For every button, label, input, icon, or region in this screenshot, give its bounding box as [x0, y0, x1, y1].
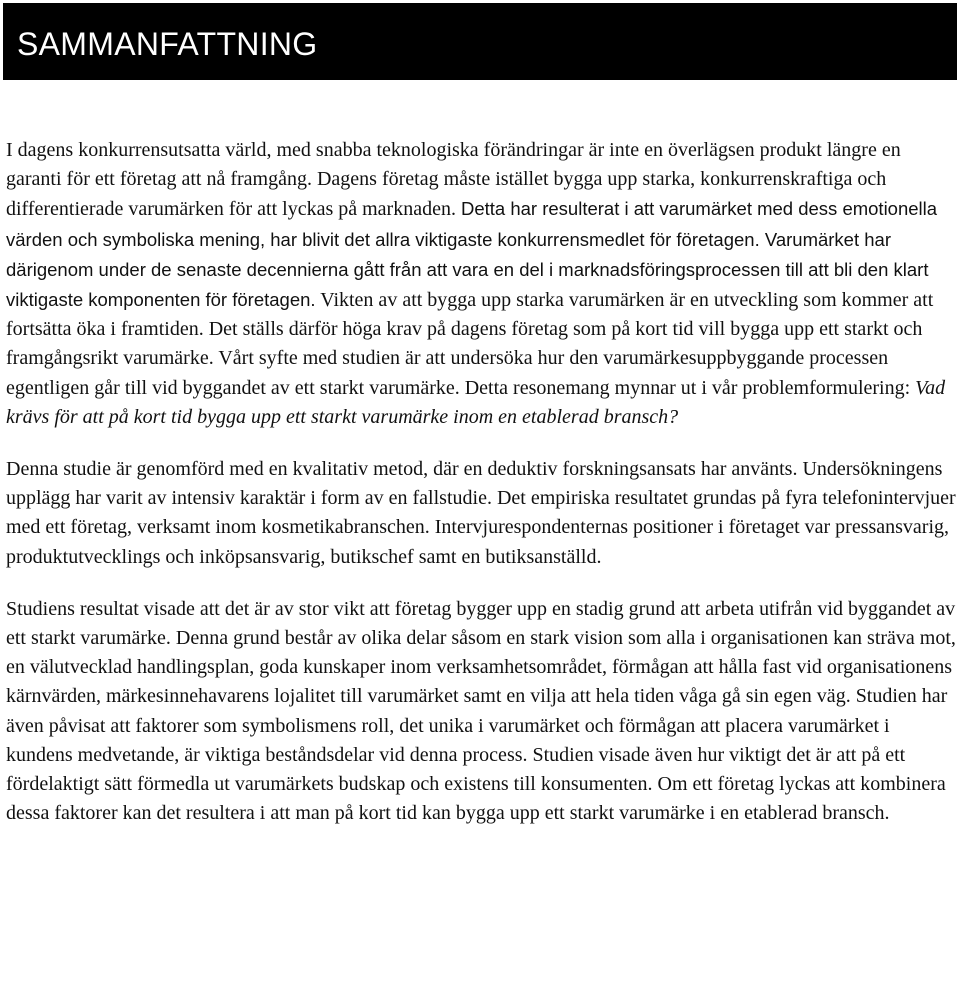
intro-text-sans: Detta har resulterat i att varumärket med dess emotionella värden och symboliska mening, har blivit det allra viktigaste konkurrensmedlet för företagen. Varumärket har därigenom under de senaste decennierna gått från att vara en del i marknadsföringsprocessen till att bli den klart viktigaste komponenten för företagen.: [6, 198, 938, 311]
intro-text-serif: I dagens konkurrensutsatta värld, med snabba teknologiska förändringar är inte en överlägsen produkt längre en garanti för ett företag att nå framgång. Dagens företag måste istället bygga upp starka, konkurrenskraftiga och differentierade varumärken för att lyckas på marknaden.: [6, 139, 901, 221]
page-title: SAMMANFATTNING: [17, 26, 318, 62]
research-question: Vad krävs för att på kort tid bygga upp ett starkt varumärke inom en etablerad bransch?: [6, 376, 946, 428]
document-body: [6, 136, 956, 828]
title-bar: [3, 3, 957, 80]
intro-text-serif-end: Vikten av att bygga upp starka varumärken är en utveckling som kommer att fortsätta öka i framtiden. Det ställs därför höga krav på dagens företag som på kort tid vill bygga upp ett starkt och framgångsrikt varumärke. Vårt syfte med studien är att undersöka hur den varumärkesuppbyggande processen egentligen går till vid byggandet av ett starkt varumärke. Detta resonemang mynnar ut i vår problemformulering:: [6, 289, 934, 399]
paragraph-results: Studiens resultat visade att det är av stor vikt att företag bygger upp en stadig grund att arbeta utifrån vid byggandet av ett starkt varumärke. Denna grund består av olika delar såsom en stark vision som alla i organisationen kan sträva mot, en välutvecklad handlingsplan, goda kunskaper inom verksamhetsområdet, förmågan att hålla fast vid organisationens kärnvärden, märkesinnehavarens lojalitet till varumärket samt en vilja att hela tiden våga gå sin egen väg. Studien har även påvisat att faktorer som symbolismens roll, det unika i varumärket och förmågan att placera varumärket i kundens medvetande, är viktiga beståndsdelar vid denna process. Studien visade även hur viktigt det är att på ett fördelaktigt sätt förmedla ut varumärkets budskap och existens till konsumenten. Om ett företag lyckas att kombinera dessa faktorer kan det resultera i att man på kort tid kan bygga upp ett starkt varumärke i en etablerad bransch.: [6, 597, 956, 825]
paragraph-method: Denna studie är genomförd med en kvalitativ metod, där en deduktiv forskningsansats har använts. Undersökningens upplägg har varit av intensiv karaktär i form av en fallstudie. Det empiriska resultatet grundas på fyra telefonintervjuer med ett företag, verksamt inom kosmetikabranschen. Intervjurespondenternas positioner i företaget var pressansvarig, produktutvecklings och inköpsansvarig, butikschef samt en butiksanställd.: [6, 458, 956, 568]
paragraph-intro: [6, 136, 956, 432]
